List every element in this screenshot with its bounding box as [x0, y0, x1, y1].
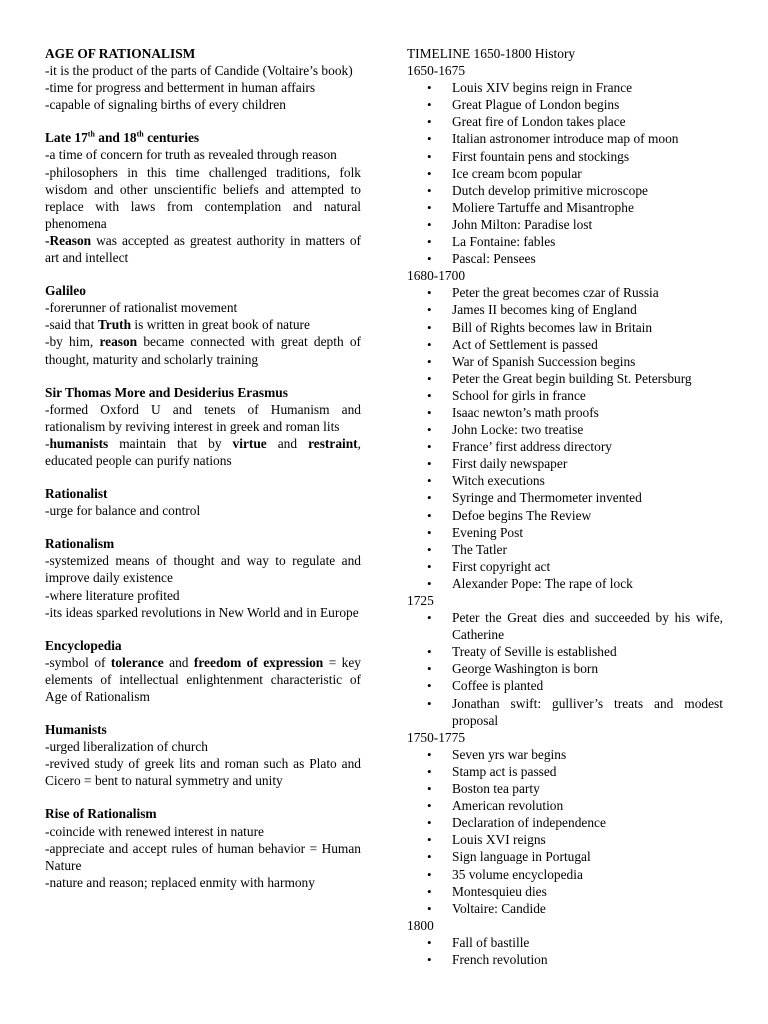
event-item: • James II becomes king of England — [407, 301, 723, 318]
event-item: • Dutch develop primitive microscope — [407, 182, 723, 199]
event-item: • Alexander Pope: The rape of lock — [407, 575, 723, 592]
note-line — [45, 738, 361, 755]
bold-term: -Reason — [45, 232, 92, 248]
event-list — [407, 609, 723, 729]
period-label: 1650-1675 — [407, 63, 466, 79]
text-run: centuries — [143, 130, 200, 146]
text-run: -systemized means of thought and way to regulate and improve daily existence — [45, 553, 361, 586]
text-run: -its ideas sparked revolutions in New World and in Europe — [45, 604, 359, 620]
text-run: -coincide with renewed interest in nature — [45, 823, 264, 839]
period-label: 1750-1775 — [407, 729, 466, 745]
note-line — [45, 654, 361, 705]
section-heading: Rise of Rationalism — [45, 806, 157, 822]
event-item: • Coffee is planted — [407, 677, 723, 694]
text-run: -time for progress and betterment in human affairs — [45, 80, 316, 96]
event-item: • France’ first address directory — [407, 438, 723, 455]
bold-term: humanists — [49, 435, 109, 451]
text-run: -nature and reason; replaced enmity with harmony — [45, 874, 315, 890]
text-run: -forerunner of rationalist movement — [45, 300, 238, 316]
note-line — [45, 552, 361, 586]
text-run: and 18 — [94, 130, 137, 146]
event-item: • Montesquieu dies — [407, 883, 723, 900]
event-list — [407, 79, 723, 267]
event-item: • Isaac newton’s math proofs — [407, 404, 723, 421]
period-label: 1680-1700 — [407, 268, 466, 284]
event-item: • Seven yrs war begins — [407, 746, 723, 763]
notes-section — [45, 129, 361, 266]
bold-term: Truth — [97, 317, 132, 333]
notes-section — [45, 805, 361, 890]
text-run: maintain that by — [108, 435, 233, 451]
text-run: -by him, — [45, 334, 100, 350]
event-item: • Act of Settlement is passed — [407, 336, 723, 353]
text-run: , educated people can purify nations — [45, 435, 362, 468]
event-item: • John Milton: Paradise lost — [407, 216, 723, 233]
section-heading: Galileo — [45, 283, 86, 299]
note-line — [45, 587, 361, 604]
note-line — [45, 96, 361, 113]
text-run: -a time of concern for truth as revealed through reason — [45, 147, 337, 163]
event-item: • Bill of Rights becomes law in Britain — [407, 319, 723, 336]
note-line — [45, 755, 361, 789]
note-line — [45, 840, 361, 874]
note-line — [45, 79, 361, 96]
notes-section — [45, 45, 361, 113]
text-run: -urge for balance and control — [45, 503, 201, 519]
event-list — [407, 284, 723, 592]
text-run: -capable of signaling births of every children — [45, 97, 286, 113]
event-item: • Treaty of Seville is established — [407, 643, 723, 660]
section-heading: Humanists — [45, 722, 107, 738]
event-item: • Louis XIV begins reign in France — [407, 79, 723, 96]
note-line — [45, 874, 361, 891]
event-item: • Fall of bastille — [407, 934, 723, 951]
note-line — [45, 164, 361, 232]
event-list — [407, 934, 723, 968]
event-item: • War of Spanish Succession begins — [407, 353, 723, 370]
text-run: -symbol of — [45, 654, 111, 670]
notes-section — [45, 485, 361, 519]
event-item: • Peter the Great begin building St. Petersburg — [407, 370, 723, 387]
note-line — [45, 604, 361, 621]
event-item: • Evening Post — [407, 524, 723, 541]
bold-term: reason — [99, 334, 138, 350]
notes-section — [45, 282, 361, 367]
notes-section — [45, 721, 361, 789]
event-item: • Italian astronomer introduce map of moon — [407, 130, 723, 147]
event-item: • 35 volume encyclopedia — [407, 866, 723, 883]
period-label: 1725 — [407, 593, 434, 608]
event-item: • First daily newspaper — [407, 455, 723, 472]
event-item: • School for girls in france — [407, 387, 723, 404]
event-item: • Defoe begins The Review — [407, 507, 723, 524]
event-item: • Sign language in Portugal — [407, 848, 723, 865]
text-run: became connected with great depth of thought, maturity and scholarly training — [45, 334, 361, 367]
section-heading: AGE OF RATIONALISM — [45, 46, 196, 61]
event-item: • Declaration of independence — [407, 814, 723, 831]
event-item: • Jonathan swift: gulliver’s treats and modest proposal — [407, 695, 723, 729]
event-item: • Witch executions — [407, 472, 723, 489]
bold-term: restraint — [308, 435, 358, 451]
section-heading: Sir Thomas More and Desiderius Erasmus — [45, 384, 288, 400]
notes-section — [45, 384, 361, 469]
text-run: -appreciate and accept rules of human behavior = Human Nature — [45, 840, 361, 873]
text-run: and — [266, 435, 309, 451]
timeline-column — [407, 45, 723, 968]
bold-term: freedom of expression — [193, 654, 324, 670]
note-line — [45, 823, 361, 840]
event-item: • John Locke: two treatise — [407, 421, 723, 438]
event-list — [407, 746, 723, 917]
event-item: • Boston tea party — [407, 780, 723, 797]
event-item: • Great Plague of London begins — [407, 96, 723, 113]
event-item: • George Washington is born — [407, 660, 723, 677]
event-item: • Pascal: Pensees — [407, 250, 723, 267]
note-line — [45, 316, 361, 333]
section-heading: Rationalism — [45, 536, 115, 552]
bold-term: virtue — [232, 435, 267, 451]
text-run: -said that — [45, 317, 98, 333]
event-item: • Syringe and Thermometer invented — [407, 489, 723, 506]
event-item: • First copyright act — [407, 558, 723, 575]
event-item: • Moliere Tartuffe and Misantrophe — [407, 199, 723, 216]
event-item: • Peter the Great dies and succeeded by his wife, Catherine — [407, 609, 723, 643]
section-heading: Encyclopedia — [45, 637, 122, 653]
event-item: • American revolution — [407, 797, 723, 814]
text-run: is written in great book of nature — [131, 317, 310, 333]
text-run: Late 17 — [45, 130, 88, 146]
event-item: • Voltaire: Candide — [407, 900, 723, 917]
event-item: • Louis XVI reigns — [407, 831, 723, 848]
note-line — [45, 146, 361, 163]
text-run: -where literature profited — [45, 587, 180, 603]
timeline-title: TIMELINE 1650-1800 History — [407, 46, 576, 61]
text-run: - — [45, 435, 50, 451]
text-run: was accepted as greatest authority in matters of art and intellect — [45, 232, 361, 266]
section-heading — [45, 129, 361, 146]
note-line — [45, 401, 361, 435]
notes-section — [45, 535, 361, 620]
note-line — [45, 62, 361, 79]
timeline-periods — [407, 62, 723, 968]
event-item: • Stamp act is passed — [407, 763, 723, 780]
event-item: • First fountain pens and stockings — [407, 148, 723, 165]
bold-term: tolerance — [110, 654, 164, 670]
event-item: • The Tatler — [407, 541, 723, 558]
note-line — [45, 232, 361, 266]
text-run: -urged liberalization of church — [45, 739, 208, 755]
left-column — [45, 45, 361, 907]
note-line — [45, 333, 361, 367]
event-item: • Peter the great becomes czar of Russia — [407, 284, 723, 301]
superscript: th — [136, 129, 144, 139]
note-line — [45, 502, 361, 519]
text-run: -formed Oxford U and tenets of Humanism and rationalism by reviving interest in greek and roman lits — [45, 401, 361, 434]
event-item: • Great fire of London takes place — [407, 113, 723, 130]
text-run: and — [163, 654, 194, 670]
note-line — [45, 435, 361, 469]
note-line — [45, 299, 361, 316]
superscript: th — [87, 129, 95, 139]
event-item: • Ice cream bcom popular — [407, 165, 723, 182]
event-item: • French revolution — [407, 951, 723, 968]
period-label: 1800 — [407, 917, 434, 933]
text-run: -philosophers in this time challenged traditions, folk wisdom and other unscientific beliefs and attempted to replace with laws from contemplation and natural phenomena — [45, 164, 361, 231]
notes-section — [45, 637, 361, 705]
text-run: = key elements of intellectual enlightenment characteristic of Age of Rationalism — [45, 654, 361, 704]
event-item: • La Fontaine: fables — [407, 233, 723, 250]
section-heading: Rationalist — [45, 486, 108, 502]
text-run: -it is the product of the parts of Candide (Voltaire’s book) — [45, 63, 353, 79]
text-run: -revived study of greek lits and roman such as Plato and Cicero = bent to natural symmetry and unity — [45, 756, 361, 789]
